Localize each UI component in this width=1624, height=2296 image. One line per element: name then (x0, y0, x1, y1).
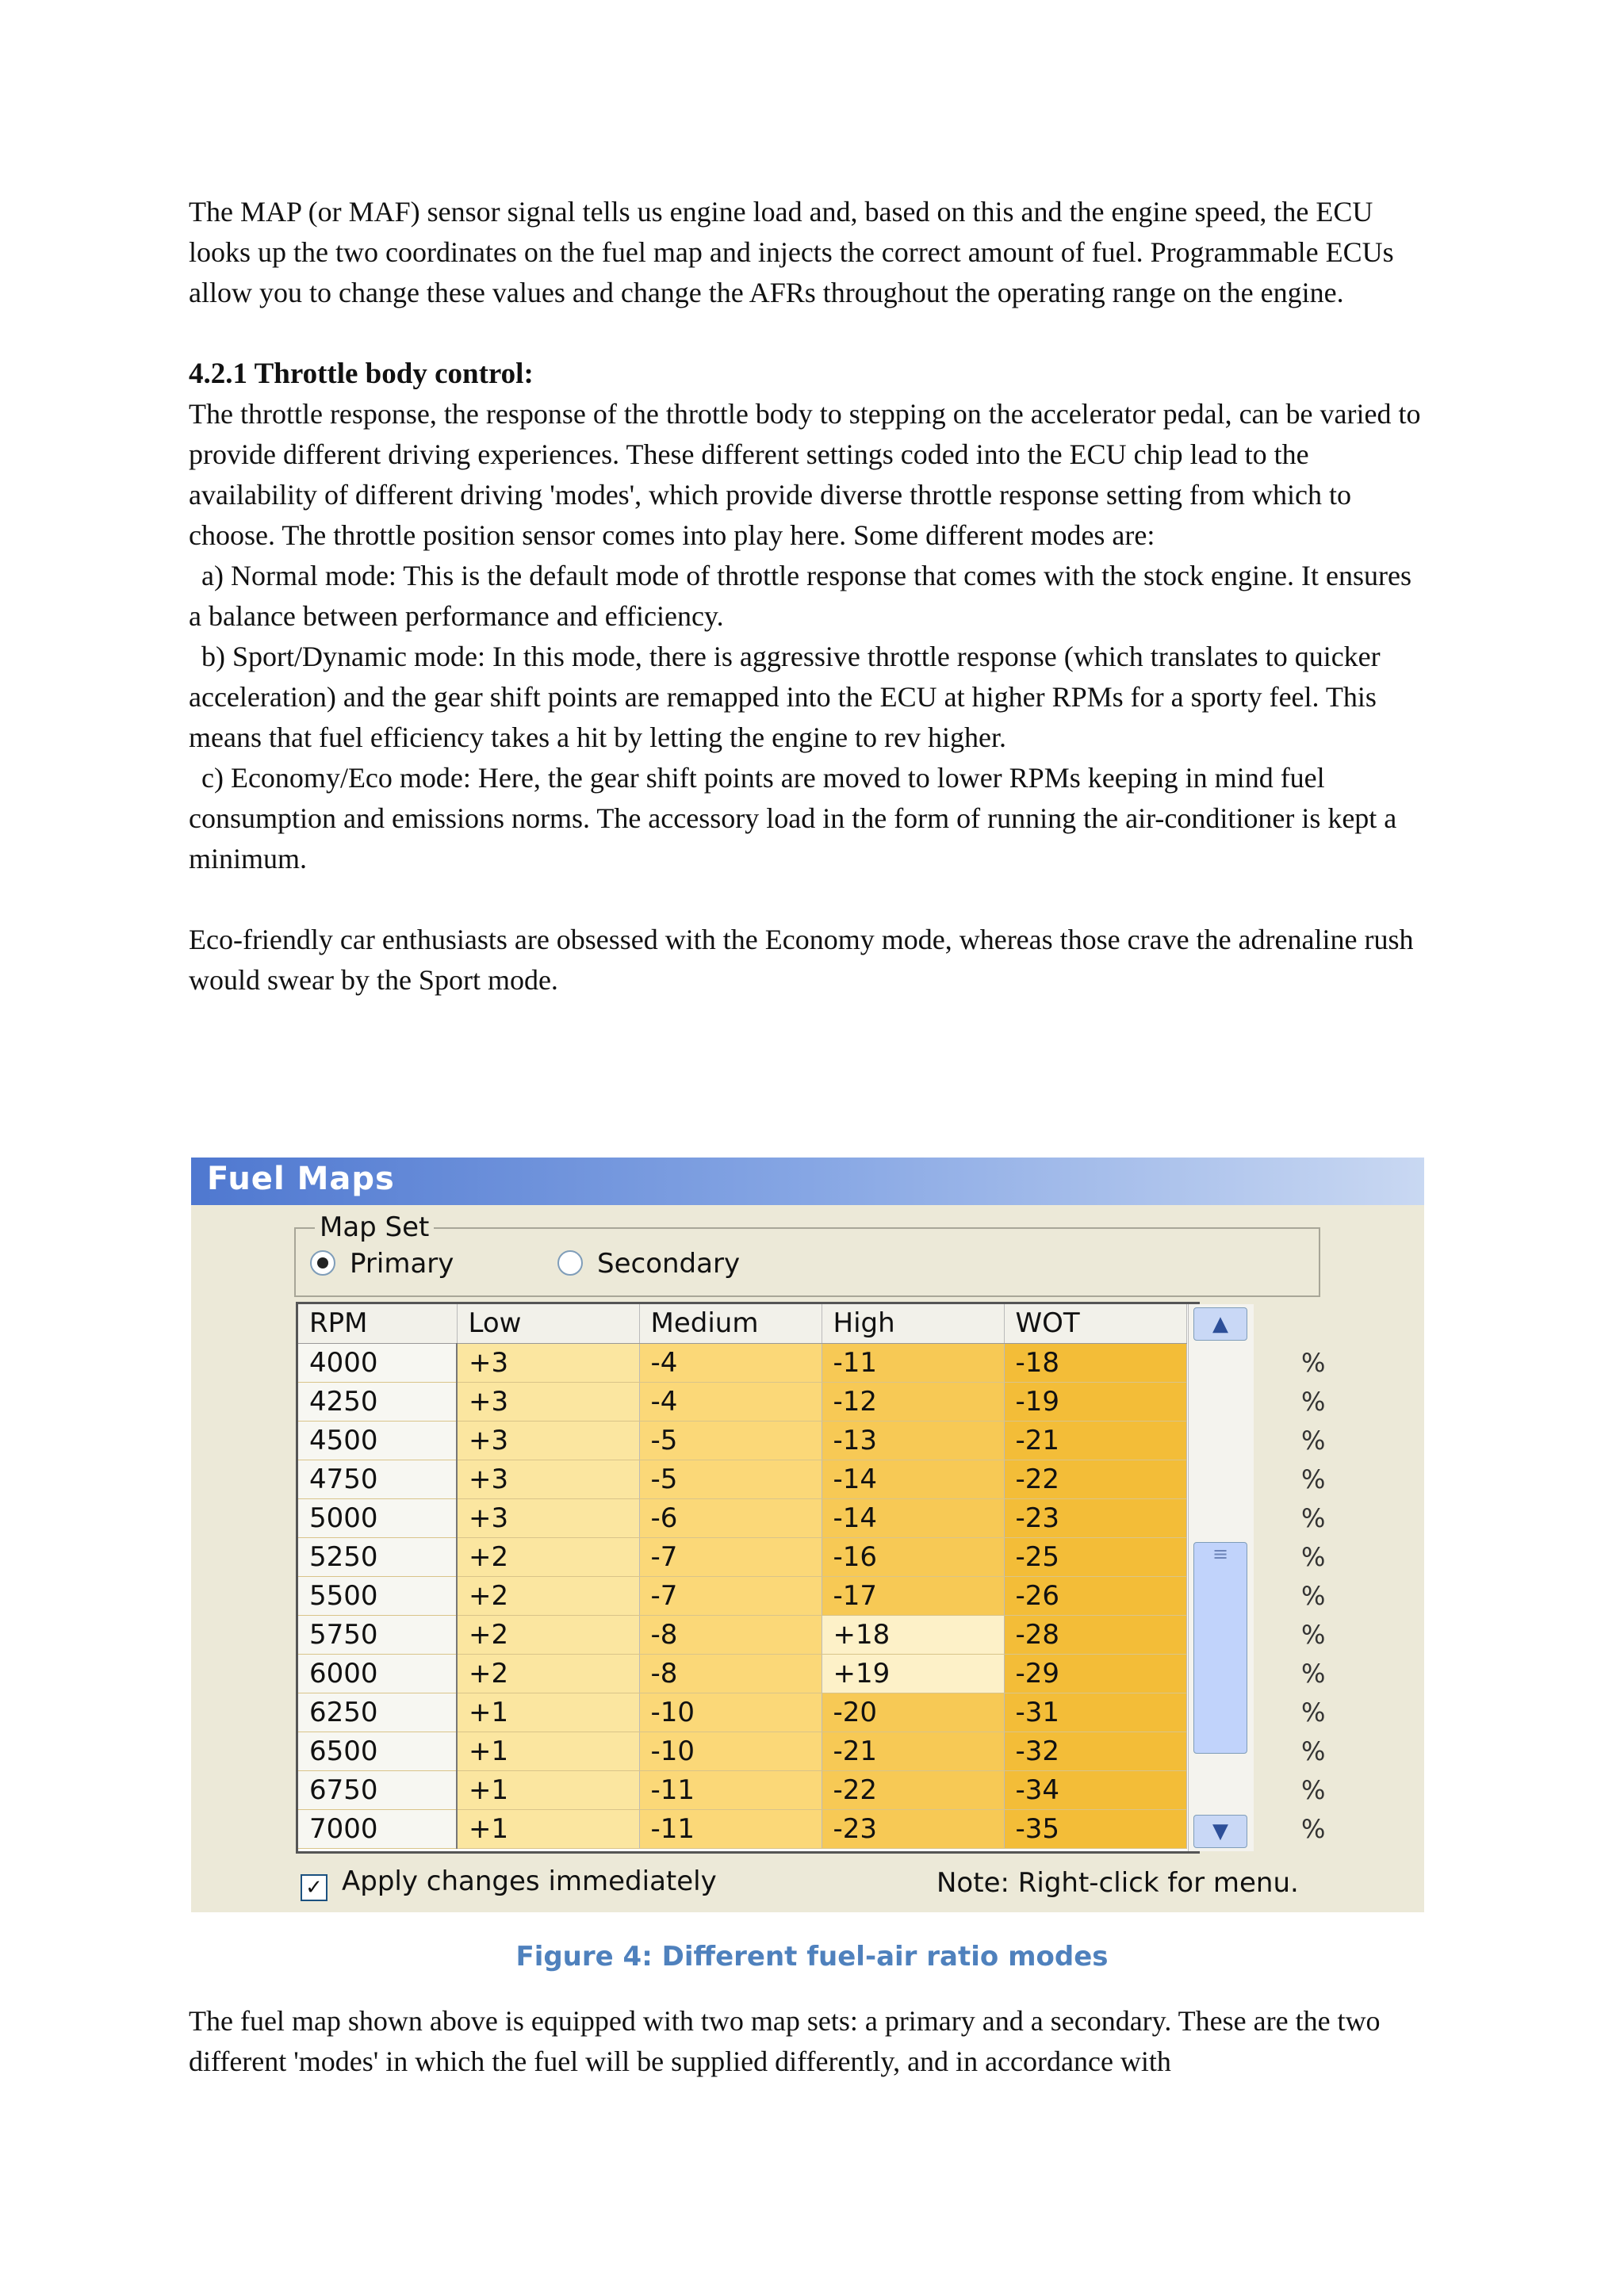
map-set-group (294, 1211, 1320, 1297)
map-value-cell[interactable]: +1 (457, 1770, 639, 1809)
table-row (298, 1343, 1186, 1382)
rpm-cell: 4250 (298, 1382, 457, 1421)
map-value-cell[interactable]: +2 (457, 1576, 639, 1615)
column-header-medium: Medium (639, 1304, 822, 1343)
table-row (298, 1693, 1186, 1732)
section-paragraph: The throttle response, the response of the throttle body to stepping on the accelerator pedal, can be varied to provide different driving experiences. These different settings coded into the ECU chip lead to the availability of different driving 'modes', which provide diverse throttle response setting from which to choose. The throttle position sensor comes into play here. Some different modes are: (189, 398, 1421, 551)
map-value-cell[interactable]: -5 (639, 1460, 822, 1498)
table-row (298, 1537, 1186, 1576)
percent-unit: % (1301, 1814, 1326, 1844)
rpm-cell: 5000 (298, 1498, 457, 1537)
rpm-cell: 5500 (298, 1576, 457, 1615)
map-value-cell[interactable]: +2 (457, 1537, 639, 1576)
radio-empty-icon (557, 1250, 583, 1276)
map-value-cell[interactable]: +3 (457, 1498, 639, 1537)
map-value-cell[interactable]: +1 (457, 1809, 639, 1848)
map-value-cell[interactable]: -32 (1004, 1732, 1186, 1770)
apply-changes-checkbox[interactable] (301, 1866, 717, 1901)
map-value-cell[interactable]: -5 (639, 1421, 822, 1460)
rpm-cell: 6750 (298, 1770, 457, 1809)
fuel-map-table (298, 1304, 1187, 1849)
closing-text (189, 2001, 1426, 2082)
figure-caption: Figure 4: Different fuel-air ratio modes (515, 1941, 1109, 1973)
table-row (298, 1460, 1186, 1498)
map-value-cell[interactable]: +1 (457, 1732, 639, 1770)
percent-unit: % (1301, 1775, 1326, 1805)
map-value-cell[interactable]: +3 (457, 1421, 639, 1460)
scroll-thumb[interactable]: ≡ (1193, 1542, 1247, 1754)
map-value-cell[interactable]: -11 (639, 1809, 822, 1848)
percent-unit: % (1301, 1581, 1326, 1611)
map-value-cell[interactable]: -17 (822, 1576, 1004, 1615)
eco-paragraph: Eco-friendly car enthusiasts are obsessed with the Economy mode, whereas those crave the adrenaline rush would swear by the Sport mode. (189, 924, 1414, 996)
map-value-cell[interactable]: -8 (639, 1654, 822, 1693)
map-value-cell[interactable]: -16 (822, 1537, 1004, 1576)
map-value-cell[interactable]: -28 (1004, 1615, 1186, 1654)
map-value-cell[interactable]: -4 (639, 1382, 822, 1421)
table-row (298, 1498, 1186, 1537)
rpm-cell: 4000 (298, 1343, 457, 1382)
column-header-rpm: RPM (298, 1304, 457, 1343)
checkmark-icon: ✓ (301, 1874, 327, 1901)
map-value-cell[interactable]: -19 (1004, 1382, 1186, 1421)
percent-unit: % (1301, 1425, 1326, 1456)
map-value-cell[interactable]: -22 (822, 1770, 1004, 1809)
map-value-cell[interactable]: -14 (822, 1498, 1004, 1537)
rpm-cell: 6500 (298, 1732, 457, 1770)
map-value-cell[interactable]: -10 (639, 1732, 822, 1770)
map-value-cell[interactable]: +3 (457, 1382, 639, 1421)
map-value-cell[interactable]: -11 (639, 1770, 822, 1809)
map-value-cell[interactable]: -34 (1004, 1770, 1186, 1809)
rpm-cell: 6000 (298, 1654, 457, 1693)
right-click-note: Note: Right-click for menu. (936, 1867, 1299, 1899)
map-value-cell[interactable]: +19 (822, 1654, 1004, 1693)
scroll-down-icon[interactable]: ▼ (1193, 1815, 1247, 1848)
map-value-cell[interactable]: -4 (639, 1343, 822, 1382)
map-value-cell[interactable]: -21 (1004, 1421, 1186, 1460)
map-value-cell[interactable]: +1 (457, 1693, 639, 1732)
map-value-cell[interactable]: -26 (1004, 1576, 1186, 1615)
percent-unit: % (1301, 1697, 1326, 1728)
map-value-cell[interactable]: -25 (1004, 1537, 1186, 1576)
map-value-cell[interactable]: -10 (639, 1693, 822, 1732)
percent-unit: % (1301, 1620, 1326, 1650)
body-text (189, 192, 1426, 1001)
closing-paragraph: The fuel map shown above is equipped with two map sets: a primary and a secondary. These are the two different 'modes' in which the fuel will be supplied differently, and in accordance with (189, 2005, 1381, 2077)
percent-unit: % (1301, 1464, 1326, 1494)
map-value-cell[interactable]: +18 (822, 1615, 1004, 1654)
map-value-cell[interactable]: -21 (822, 1732, 1004, 1770)
column-header-high: High (822, 1304, 1004, 1343)
percent-unit: % (1301, 1736, 1326, 1766)
secondary-label: Secondary (597, 1248, 741, 1280)
primary-radio[interactable] (310, 1248, 454, 1280)
table-row (298, 1809, 1186, 1848)
table-row (298, 1615, 1186, 1654)
vertical-scrollbar[interactable] (1188, 1304, 1254, 1851)
section-heading: 4.2.1 Throttle body control: (189, 358, 534, 390)
intro-paragraph: The MAP (or MAF) sensor signal tells us engine load and, based on this and the engine speed, the ECU looks up the two coordinates on the fuel map and injects the correct amount of fuel. Programmable ECUs allow you to change these values and change the AFRs throughout the operating range on the engine. (189, 196, 1394, 308)
percent-unit: % (1301, 1348, 1326, 1378)
fuel-map-grid[interactable] (296, 1302, 1229, 1854)
rpm-cell: 7000 (298, 1809, 457, 1848)
secondary-radio[interactable] (557, 1248, 740, 1280)
rpm-cell: 5750 (298, 1615, 457, 1654)
column-header-wot: WOT (1004, 1304, 1186, 1343)
percent-unit: % (1301, 1659, 1326, 1689)
mode-a-paragraph: a) Normal mode: This is the default mode of throttle response that comes with the stock engine. It ensures a balance between performance and efficiency. (189, 560, 1411, 632)
window-title: Fuel Maps (207, 1161, 395, 1197)
map-value-cell[interactable]: -13 (822, 1421, 1004, 1460)
map-set-label: Map Set (315, 1211, 434, 1243)
percent-unit: % (1301, 1387, 1326, 1417)
map-value-cell[interactable]: -12 (822, 1382, 1004, 1421)
map-value-cell[interactable]: -23 (1004, 1498, 1186, 1537)
map-value-cell[interactable]: -29 (1004, 1654, 1186, 1693)
map-value-cell[interactable]: +3 (457, 1343, 639, 1382)
table-row (298, 1654, 1186, 1693)
map-value-cell[interactable]: -23 (822, 1809, 1004, 1848)
map-value-cell[interactable]: -20 (822, 1693, 1004, 1732)
percent-unit: % (1301, 1542, 1326, 1572)
rpm-cell: 5250 (298, 1537, 457, 1576)
rpm-cell: 4500 (298, 1421, 457, 1460)
percent-unit: % (1301, 1503, 1326, 1533)
rpm-cell: 6250 (298, 1693, 457, 1732)
fuel-maps-screenshot (191, 1158, 1424, 1912)
header-row (298, 1304, 1186, 1343)
scroll-up-icon[interactable]: ▲ (1193, 1307, 1247, 1341)
window-title-bar (191, 1158, 1424, 1205)
mode-b-paragraph: b) Sport/Dynamic mode: In this mode, there is aggressive throttle response (which translates to quicker acceleration) and the gear shift points are remapped into the ECU at higher RPMs for a sporty feel. This means that fuel efficiency takes a hit by letting the engine to rev higher. (189, 641, 1381, 753)
map-value-cell[interactable]: +2 (457, 1615, 639, 1654)
map-value-cell[interactable]: +2 (457, 1654, 639, 1693)
map-value-cell[interactable]: -22 (1004, 1460, 1186, 1498)
rpm-cell: 4750 (298, 1460, 457, 1498)
table-row (298, 1732, 1186, 1770)
column-header-low: Low (457, 1304, 639, 1343)
map-value-cell[interactable]: -7 (639, 1576, 822, 1615)
apply-label: Apply changes immediately (342, 1866, 717, 1897)
map-value-cell[interactable]: -11 (822, 1343, 1004, 1382)
table-row (298, 1576, 1186, 1615)
map-value-cell[interactable]: -8 (639, 1615, 822, 1654)
map-value-cell[interactable]: -31 (1004, 1693, 1186, 1732)
map-value-cell[interactable]: -35 (1004, 1809, 1186, 1848)
mode-c-paragraph: c) Economy/Eco mode: Here, the gear shift points are moved to lower RPMs keeping in mind fuel consumption and emissions norms. The accessory load in the form of running the air-conditioner is kept a minimum. (189, 762, 1397, 874)
primary-label: Primary (350, 1248, 454, 1280)
radio-selected-icon (310, 1250, 335, 1276)
map-value-cell[interactable]: +3 (457, 1460, 639, 1498)
map-value-cell[interactable]: -7 (639, 1537, 822, 1576)
map-value-cell[interactable]: -18 (1004, 1343, 1186, 1382)
map-value-cell[interactable]: -6 (639, 1498, 822, 1537)
table-row (298, 1382, 1186, 1421)
table-row (298, 1770, 1186, 1809)
map-value-cell[interactable]: -14 (822, 1460, 1004, 1498)
table-row (298, 1421, 1186, 1460)
